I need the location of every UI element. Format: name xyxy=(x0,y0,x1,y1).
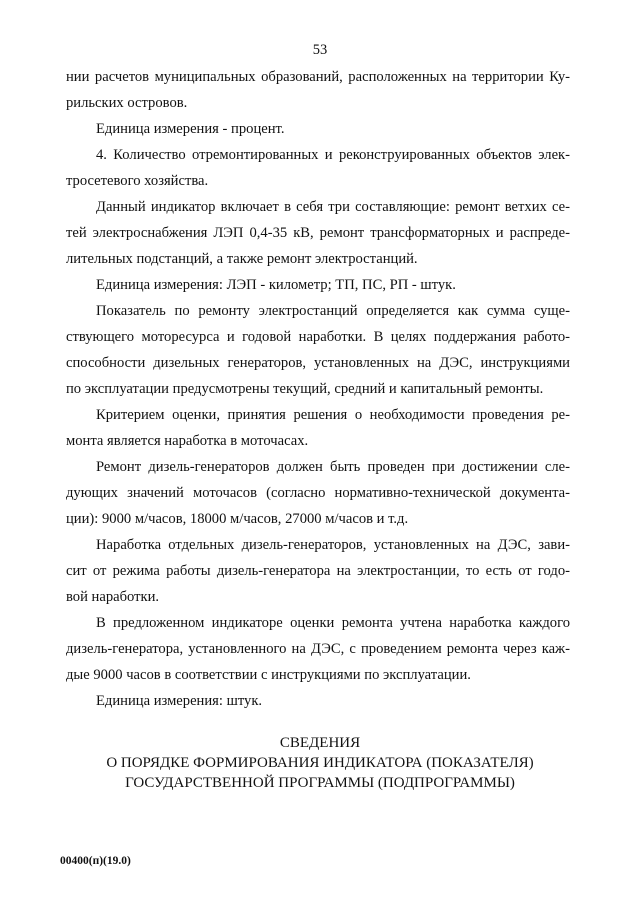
paragraph xyxy=(66,194,570,272)
paragraph xyxy=(66,402,570,454)
text-line: вой наработки. xyxy=(66,589,160,605)
text-line: монта является наработка в моточасах. xyxy=(66,433,309,449)
text-line: дые 9000 часов в соответствии с инструкциями по эксплуатации. xyxy=(66,667,471,683)
text-line: Наработка отдельных дизель-генераторов, установленных на ДЭС, зави- xyxy=(96,537,570,553)
text-line: ции): 9000 м/часов, 18000 м/часов, 27000 м/часов и т.д. xyxy=(66,511,409,527)
page-number: 53 xyxy=(312,42,328,58)
body-text xyxy=(66,64,570,714)
text-line: Показатель по ремонту электростанций определяется как сумма суще- xyxy=(96,303,570,319)
text-line: тросетевого хозяйства. xyxy=(66,173,209,189)
text-line: Ремонт дизель-генераторов должен быть проведен при достижении сле- xyxy=(96,459,570,475)
heading-line-3: ГОСУДАРСТВЕННОЙ ПРОГРАММЫ (ПОДПРОГРАММЫ) xyxy=(125,775,515,791)
paragraph xyxy=(66,298,570,402)
paragraph xyxy=(66,64,570,116)
paragraph xyxy=(66,142,570,194)
text-line: Единица измерения: ЛЭП - километр; ТП, ПС, РП - штук. xyxy=(96,277,456,293)
paragraph xyxy=(66,116,570,142)
text-line: Критерием оценки, принятия решения о необходимости проведения ре- xyxy=(96,407,570,423)
text-line: по эксплуатации предусмотрены текущий, средний и капитальный ремонты. xyxy=(66,381,544,397)
paragraph xyxy=(66,688,570,714)
text-line: сит от режима работы дизель-генератора на электростанции, то есть от годо- xyxy=(66,563,570,579)
section-heading xyxy=(0,733,640,793)
text-line: ствующего моторесурса и годовой наработки. В целях поддержания работо- xyxy=(66,329,570,345)
text-line: рильских островов. xyxy=(66,95,188,111)
text-line: способности дизельных генераторов, установленных на ДЭС, инструкциями xyxy=(66,355,570,371)
paragraph xyxy=(66,454,570,532)
paragraph xyxy=(66,532,570,610)
text-line: нии расчетов муниципальных образований, расположенных на территории Ку- xyxy=(66,69,570,85)
text-line: В предложенном индикаторе оценки ремонта учтена наработка каждого xyxy=(96,615,570,631)
document-code: 00400(п)(19.0) xyxy=(60,855,131,867)
text-line: дизель-генератора, установленного на ДЭС, с проведением ремонта через каж- xyxy=(66,641,570,657)
paragraph xyxy=(66,610,570,688)
heading-line-2: О ПОРЯДКЕ ФОРМИРОВАНИЯ ИНДИКАТОРА (ПОКАЗАТЕЛЯ) xyxy=(106,755,534,771)
text-line: Данный индикатор включает в себя три составляющие: ремонт ветхих се- xyxy=(96,199,570,215)
text-line: дующих значений моточасов (согласно нормативно-технической документа- xyxy=(66,485,570,501)
paragraph xyxy=(66,272,570,298)
text-line: Единица измерения: штук. xyxy=(96,693,263,709)
text-line: лительных подстанций, а также ремонт электростанций. xyxy=(66,251,418,267)
heading-line-1: СВЕДЕНИЯ xyxy=(279,735,361,751)
text-line: 4. Количество отремонтированных и реконструированных объектов элек- xyxy=(96,147,570,163)
text-line: тей электроснабжения ЛЭП 0,4-35 кВ, ремонт трансформаторных и распреде- xyxy=(66,225,570,241)
text-line: Единица измерения - процент. xyxy=(96,121,285,137)
